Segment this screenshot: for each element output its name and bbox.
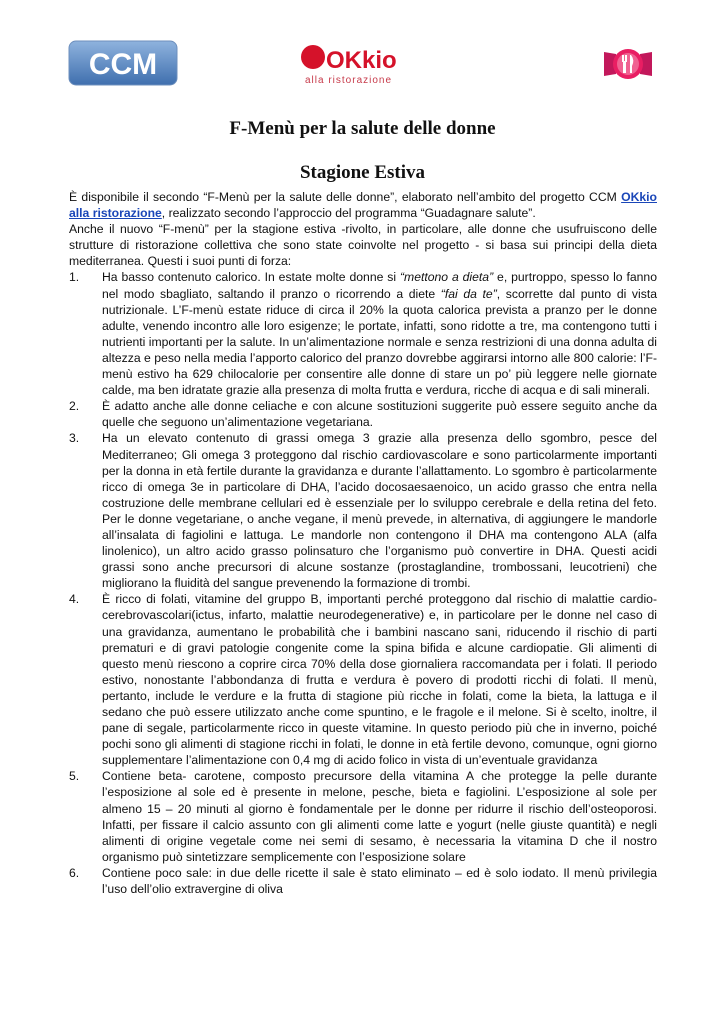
- list-number: 1.: [69, 270, 80, 285]
- strengths-list: [69, 269, 657, 897]
- list-number: 3.: [69, 431, 80, 446]
- ccm-logo: [68, 40, 178, 86]
- fork-knife-icon: [598, 44, 658, 84]
- list-number: 4.: [69, 592, 80, 607]
- intro-paragraph-1: [69, 189, 657, 221]
- list-item: [69, 269, 657, 398]
- list-number: 5.: [69, 769, 80, 784]
- item-text: , scorrette dal punto di vista nutrizionale. L’F-menù estate riduce di circa il 20% la quota calorica prevista a pranzo per le donne adulte, venendo incontro alle loro esigenze; le portate, infatti, sono ridotte a tre, ma contengono tutti i nutrienti importanti per la salute. In un’alimentazione normale e senza restrizioni di una donna adulta di altezza e peso nella media l’apporto calorico del pranzo dovrebbe aggirarsi intorno alle 800 calorie: l’F-menù estivo ha 629 chilocalorie per consentire alle donne di stare un po’ più leggere nelle giornate calde, ma ben idratate grazie alla presenza di molta frutta e verdura, ricche di acqua e di sali minerali.: [102, 286, 657, 398]
- item-text: Contiene beta- carotene, composto precursore della vitamina A che protegge la pelle durante l’esposizione al sole ed è presente in melone, pesche, bieta e fagiolini. L’esposizione al sole per almeno 15 – 20 minuti al giorno è fondamentale per le donne per ridurre il rischio dell’osteoporosi. Infatti, per fissare il calcio assunto con gli alimenti come latte e yogurt (nelle giuste quantità) e negli alimenti di origine vegetale come nei semi di sesamo, è necessaria la vitamina D che il nostro organismo può sintetizzare semplicemente con l’esposizione solare: [102, 769, 657, 864]
- page-subtitle: Stagione Estiva: [299, 162, 426, 183]
- list-number: 6.: [69, 865, 80, 880]
- list-item: [69, 430, 657, 591]
- item-text: È ricco di folati, vitamine del gruppo B, importanti perché proteggono dal rischio di malattie cardio-cerebrovascolari(ictus, infarto, malattie neurodegenerative) e, in particolare per le donne nel caso di una gravidanza, aumentano le probabilità che i bambini nascano sani, riducendo il rischio di parti prematuri e di gravi patologie congenite come la spina bifida e alcune cardiopatie. Gli alimenti di questo menù riescono a coprire circa 70% della dose giornaliera raccomandata per i folati. Il periodo estivo, nonostante l’abbondanza di frutta e verdura è povero di prodotti ricchi di folati. Il menù, pertanto, include le verdure e la frutta di stagione più ricche in folati, come la bieta, la lattuga e il sedano che può essere utilizzato anche come spuntino, e le fragole e il melone. Si è scelto, inoltre, il pane di segale, particolarmente ricco in queste vitamine. In questo periodo più che in inverno, poiché pochi sono gli alimenti di stagione ricchi in folati, le donne in età fertile devono, comunque, ogni giorno supplementare l’alimentazione con 0,4 mg di acido folico in vista di un’eventuale gravidanza: [102, 592, 657, 768]
- intro-text: , realizzato secondo l’approccio del programma “Guadagnare salute”.: [161, 206, 536, 221]
- list-item: [69, 398, 657, 430]
- okkio-logo: [298, 40, 428, 86]
- document-body: [69, 189, 657, 897]
- item-text-italic: “mettono a dieta”: [399, 270, 494, 285]
- intro-paragraph-2: Anche il nuovo “F-menù” per la stagione estiva -rivolto, in particolare, alle donne che usufruiscono delle strutture di ristorazione collettiva che sono state coinvolte nel progetto - si basa sui principi della dieta mediterranea. Questi i suoi punti di forza:: [69, 222, 657, 269]
- item-text: e, purtroppo, spesso lo fanno nel modo sbagliato, saltando il pranzo o ricorrendo a diete: [102, 270, 657, 301]
- okkio-logo-tagline: alla ristorazione: [305, 75, 393, 86]
- okkio-link[interactable]: OKkio alla ristorazione: [69, 190, 657, 221]
- list-item: [69, 865, 657, 897]
- list-number: 2.: [69, 399, 80, 414]
- item-text: Contiene poco sale: in due delle ricette il sale è stato eliminato – ed è solo iodato. Il menù privilegia l’uso dell’olio extravergine di oliva: [102, 865, 657, 897]
- list-item: [69, 591, 657, 768]
- item-text: Ha un elevato contenuto di grassi omega 3 grazie alla presenza dello sgombro, pesce del Mediterraneo; Gli omega 3 proteggono dal rischio cardiovascolare e sono particolarmente importanti per la donna in età fertile durante la gravidanza e durante l’allattamento. Lo sgombro è particolarmente ricco di omega 3e in particolare di DHA, l’acido docosaesaenoico, un acido grasso che entra nella costruzione delle membrane cellulari ed è essenziale per lo sviluppo cerebrale e della retina del feto. Per le donne vegetariane, o anche vegane, il menù prevede, in alternativa, di aggiungere le mandorle all’insalata di fagiolini e lattuga. Le mandorle non contengono il DHA ma contengono ALA (alfa linolenico), un altro acido grasso polinsaturo che l’organismo può convertire in DHA. Questi acidi grassi sono anche precursori di alcune sostanze (prostaglandine, trombossani, leucotrieni) che migliorano la fluidità del sangue prevenendo la formazione di trombi.: [102, 431, 657, 591]
- intro-text: È disponibile il secondo “F-Menù per la salute delle donne”, elaborato nell’ambito del progetto CCM: [69, 190, 622, 204]
- list-item: [69, 768, 657, 865]
- item-text: Ha basso contenuto calorico. In estate molte donne si: [102, 270, 400, 285]
- page-header: [0, 0, 725, 110]
- item-text-italic: “fai da te”: [440, 286, 497, 301]
- okkio-logo-name: OKkio: [326, 47, 397, 74]
- page-title: F-Menù per la salute delle donne: [229, 118, 496, 139]
- ccm-logo-text: CCM: [88, 48, 158, 81]
- item-text: È adatto anche alle donne celiache e con alcune sostituzioni suggerite può essere seguito anche da quelle che seguono un’alimentazione vegetariana.: [102, 399, 657, 430]
